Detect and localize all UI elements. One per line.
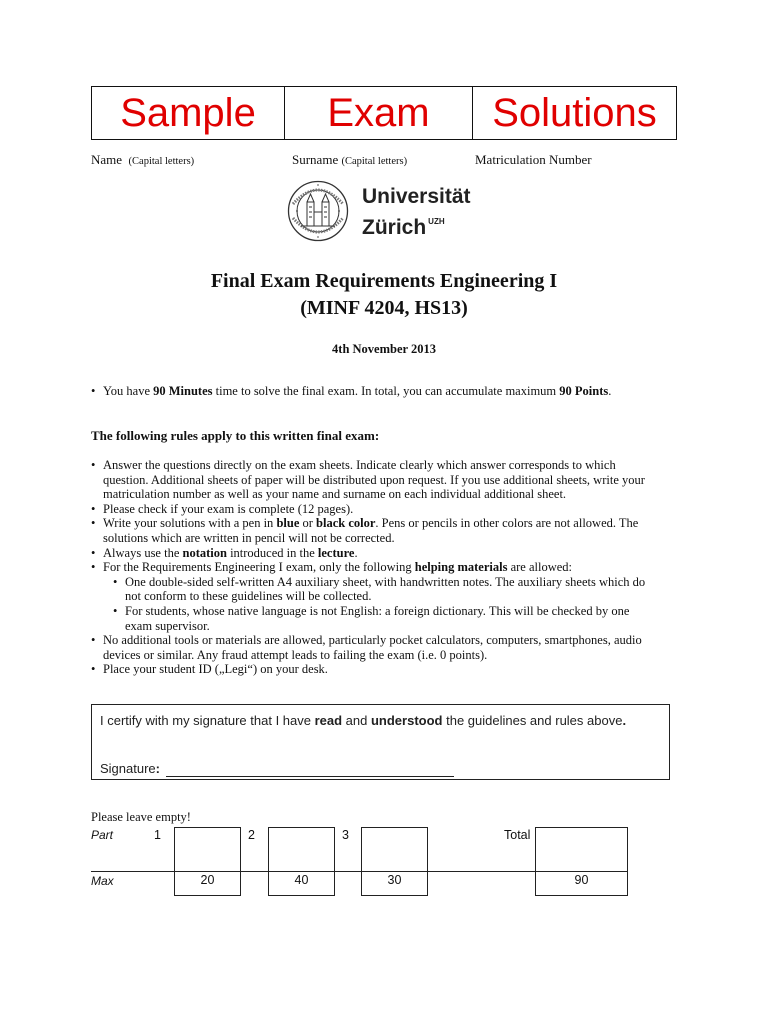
header-cell-exam: Exam bbox=[284, 87, 472, 139]
certification-box bbox=[91, 704, 670, 780]
part-number-1: 1 bbox=[154, 828, 161, 842]
header-banner bbox=[91, 86, 677, 140]
rule-item: • Answer the questions directly on the exam sheets. Indicate clearly which answer corresponds to which question. Additional sheets of paper will be distributed upon request. If you use additional sheets, write your matriculation number as well as your name and surname on each individual additional sheet. bbox=[91, 458, 651, 502]
rule-item: • No additional tools or materials are allowed, particularly pocket calculators, computers, smartphones, audio devices or similar. Any fraud attempt leads to failing the exam (i.e. 0 points). bbox=[91, 633, 651, 662]
part-number-2: 2 bbox=[248, 828, 255, 842]
max-value-part-1: 20 bbox=[200, 873, 215, 887]
max-value-part-2: 40 bbox=[294, 873, 309, 887]
rule-item: • Write your solutions with a pen in blue or black color. Pens or pencils in other colors are not allowed. The solutions which are written in pencil will not be corrected. bbox=[91, 516, 651, 545]
rules-heading: The following rules apply to this written final exam: bbox=[91, 428, 380, 443]
rule-item: • Please check if your exam is complete (12 pages). bbox=[91, 502, 651, 517]
rule-item: • Always use the notation introduced in the lecture. bbox=[91, 546, 651, 561]
rule-subitem: • For students, whose native language is not English: a foreign dictionary. This will be checked by one exam supervisor. bbox=[91, 604, 651, 633]
rules-list bbox=[91, 458, 651, 677]
max-label: Max bbox=[91, 874, 114, 888]
leave-empty-note: Please leave empty! bbox=[91, 810, 191, 824]
name-field-label: Name (Capital letters) bbox=[91, 152, 195, 167]
surname-field-label: Surname (Capital letters) bbox=[292, 152, 408, 167]
rule-item: • For the Requirements Engineering I exam, only the following helping materials are allowed: bbox=[91, 560, 651, 575]
rule-item: • Place your student ID („Legi“) on your desk. bbox=[91, 662, 651, 677]
certification-text: I certify with my signature that I have read and understood the guidelines and rules above. bbox=[100, 713, 627, 728]
exam-course-code: (MINF 4204, HS13) bbox=[300, 297, 468, 319]
header-cell-solutions: Solutions bbox=[472, 87, 676, 139]
university-seal-icon bbox=[287, 180, 349, 242]
max-value-total: 90 bbox=[574, 873, 589, 887]
rule-subitem: • One double-sided self-written A4 auxiliary sheet, with handwritten notes. The auxiliary sheets which do not conform to these guidelines will be collected. bbox=[91, 575, 651, 604]
total-label: Total bbox=[504, 828, 531, 842]
header-cell-sample: Sample bbox=[120, 90, 256, 135]
matriculation-field-label: Matriculation Number bbox=[475, 152, 592, 167]
part-number-3: 3 bbox=[342, 828, 349, 842]
exam-title: Final Exam Requirements Engineering I bbox=[210, 270, 558, 292]
university-logo-text: Universität Zürich $^{UZH}$ bbox=[362, 185, 471, 239]
signature-line: Signature: bbox=[100, 761, 454, 777]
exam-date: 4th November 2013 bbox=[332, 342, 436, 356]
intro-bullet: • You have 90 Minutes time to solve the final exam. In total, you can accumulate maximum 90 Points. bbox=[91, 384, 646, 399]
max-value-part-3: 30 bbox=[387, 873, 402, 887]
signature-field[interactable] bbox=[166, 764, 454, 777]
part-label: Part bbox=[91, 828, 114, 842]
